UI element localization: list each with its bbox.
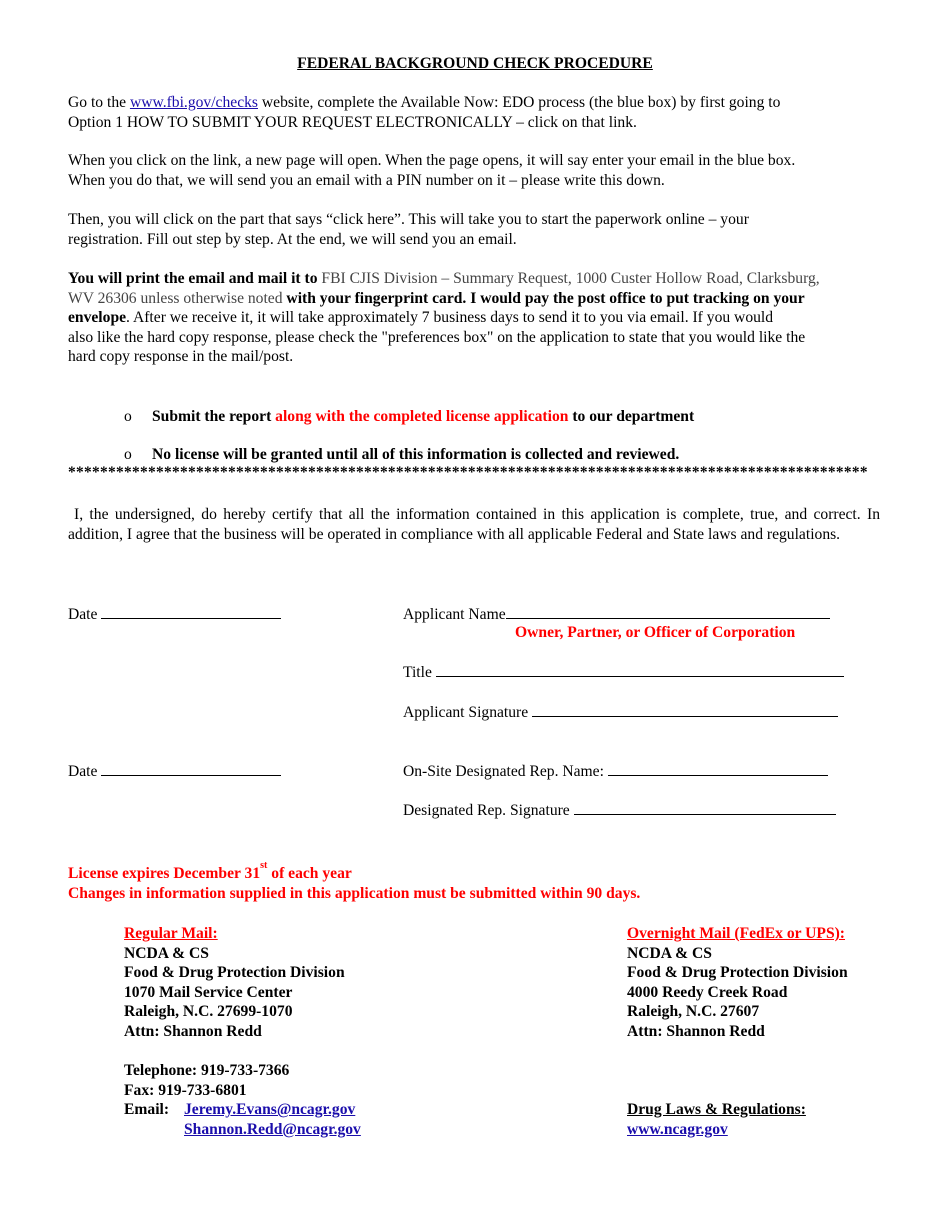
contact-info	[124, 1061, 361, 1139]
p4-fbi-address: FBI CJIS Division – Summary Request, 1000 Custer Hollow Road, Clarksburg,	[321, 270, 820, 287]
bullet-circle-icon: o	[124, 446, 132, 463]
applicant-name-label: Applicant Name	[403, 606, 506, 623]
rep-signature-label: Designated Rep. Signature	[403, 802, 570, 819]
overnight-mail-line: Raleigh, N.C. 27607	[627, 1003, 760, 1021]
p3-line2: registration. Fill out step by step. At the end, we will send you an email.	[68, 230, 517, 248]
overnight-mail-line: Attn: Shannon Redd	[627, 1022, 765, 1040]
license-expiry-notice	[68, 860, 352, 884]
bullet2-text: No license will be granted until all of this information is collected and reviewed.	[152, 446, 680, 463]
instruction-paragraph-4	[68, 269, 880, 367]
overnight-mail-line: NCDA & CS	[627, 944, 712, 962]
email-link-jeremy[interactable]: Jeremy.Evans@ncagr.gov	[184, 1101, 356, 1119]
date-label-1: Date	[68, 606, 98, 623]
ncagr-link[interactable]: www.ncagr.gov	[627, 1120, 728, 1138]
p2-line1: When you click on the link, a new page will open. When the page opens, it will say enter your email in the blue box.	[68, 152, 796, 169]
regular-mail-address	[124, 924, 345, 1042]
title-field[interactable]	[403, 661, 844, 683]
date-label-2: Date	[68, 763, 98, 780]
p4-bold1: You will print the email and mail it to	[68, 270, 322, 287]
regular-mail-header: Regular Mail:	[124, 925, 218, 942]
title-line[interactable]	[436, 661, 844, 677]
overnight-mail-line: 4000 Reedy Creek Road	[627, 983, 788, 1001]
onsite-rep-field[interactable]	[403, 760, 828, 782]
p3-line1: Then, you will click on the part that says “click here”. This will take you to start the paperwork online – your	[68, 211, 749, 228]
fbi-checks-link[interactable]: www.fbi.gov/checks	[129, 94, 258, 111]
instruction-paragraph-2	[68, 151, 880, 190]
applicant-signature-label: Applicant Signature	[403, 704, 529, 721]
bullet-circle-icon: o	[124, 408, 132, 425]
overnight-mail-line: Food & Drug Protection Division	[627, 964, 848, 982]
rep-signature-field[interactable]	[403, 799, 836, 821]
date-field-2[interactable]	[68, 760, 281, 782]
expiry-text-a: License expires December 31	[68, 865, 261, 882]
p4-line4: also like the hard copy response, please check the "preferences box" on the application to state that you would like the	[68, 328, 806, 346]
bullet-item-submit-report	[124, 407, 694, 427]
title-label: Title	[403, 664, 432, 681]
expiry-sup: st	[260, 860, 268, 871]
rep-signature-line[interactable]	[574, 799, 836, 815]
p2-line2: When you do that, we will send you an email with a PIN number on it – please write this down.	[68, 171, 665, 189]
email-label: Email:	[124, 1101, 170, 1119]
email-link-shannon[interactable]: Shannon.Redd@ncagr.gov	[184, 1120, 361, 1138]
onsite-rep-label: On-Site Designated Rep. Name:	[403, 763, 604, 780]
instruction-paragraph-1	[68, 93, 880, 132]
p4-rest3: . After we receive it, it will take approximately 7 business days to send it to you via email. If you would	[126, 309, 774, 327]
email-row-1	[124, 1100, 361, 1120]
regular-mail-line: NCDA & CS	[124, 944, 209, 962]
date-line-1[interactable]	[101, 603, 281, 619]
p1-rest: website, complete the Available Now: EDO process (the blue box) by first going to	[257, 94, 781, 111]
applicant-signature-field[interactable]	[403, 701, 838, 723]
drug-laws-header: Drug Laws & Regulations:	[627, 1101, 806, 1118]
certification-text: I, the undersigned, do hereby certify that all the information contained in this application is complete, true, and correct. In addition, I agree that the business will be operated in compliance with all applicable Federal and State laws and regulations.	[68, 506, 880, 543]
bullet1-text-a: Submit the report	[152, 408, 276, 425]
p4-fbi-address-cont: WV 26306 unless otherwise noted	[68, 289, 283, 307]
regular-mail-line: 1070 Mail Service Center	[124, 983, 293, 1001]
overnight-mail-header: Overnight Mail (FedEx or UPS):	[627, 925, 846, 942]
p1-line2: Option 1 HOW TO SUBMIT YOUR REQUEST ELECTRONICALLY – click on that link.	[68, 113, 637, 131]
instruction-paragraph-3	[68, 210, 880, 249]
onsite-rep-line[interactable]	[608, 760, 828, 776]
p4-bold3: envelope	[68, 309, 127, 327]
bullet-item-no-license	[124, 445, 679, 465]
p1-prefix: Go to the	[68, 94, 130, 111]
date-line-2[interactable]	[101, 760, 281, 776]
applicant-name-line[interactable]	[506, 603, 830, 619]
bullet1-text-b: to our department	[568, 408, 695, 425]
drug-laws-section	[627, 1100, 806, 1139]
date-field-1[interactable]	[68, 603, 281, 625]
applicant-signature-line[interactable]	[532, 701, 838, 717]
regular-mail-line: Raleigh, N.C. 27699-1070	[124, 1003, 293, 1021]
overnight-mail-address	[627, 924, 848, 1042]
separator-stars: ****************************************************************************************************	[68, 464, 868, 481]
expiry-text-b: of each year	[267, 865, 352, 882]
email-row-2	[124, 1120, 361, 1140]
p4-line5: hard copy response in the mail/post.	[68, 348, 294, 366]
applicant-note: Owner, Partner, or Officer of Corporation	[515, 624, 796, 641]
regular-mail-line: Food & Drug Protection Division	[124, 964, 345, 982]
fax-text: Fax: 919-733-6801	[124, 1081, 247, 1099]
telephone-text: Telephone: 919-733-7366	[124, 1062, 290, 1079]
changes-notice: Changes in information supplied in this application must be submitted within 90 days.	[68, 885, 641, 902]
page-title: FEDERAL BACKGROUND CHECK PROCEDURE	[297, 55, 653, 72]
applicant-name-field[interactable]	[403, 603, 830, 625]
bullet1-text-red: along with the completed license application	[275, 408, 569, 425]
regular-mail-line: Attn: Shannon Redd	[124, 1022, 262, 1040]
p4-bold2: with your fingerprint card. I would pay the post office to put tracking on your	[282, 289, 805, 307]
